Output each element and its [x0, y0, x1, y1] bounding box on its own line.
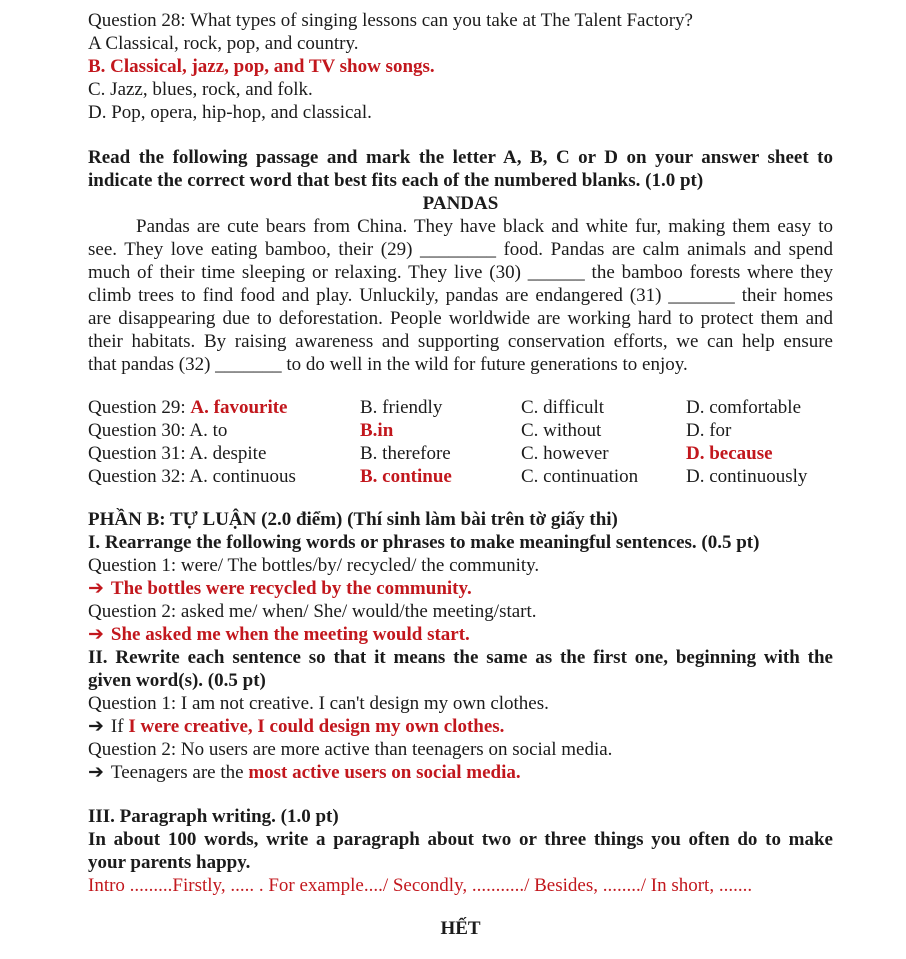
section-1-answer-2 [88, 623, 833, 646]
mcq-option-a: A. continuous [189, 466, 296, 487]
section-2-question-2: Question 2: No users are more active than teenagers on social media. [88, 739, 613, 760]
question-28-text: Question 28: What types of singing lessons can you take at The Talent Factory? [88, 10, 693, 31]
section-1-heading: I. Rearrange the following words or phrases to make meaningful sentences. (0.5 pt) [88, 532, 760, 553]
answer-text: She asked me when the meeting would start. [110, 624, 470, 645]
section-1-answer-1 [88, 577, 833, 600]
table-row [88, 419, 833, 442]
mcq-option-a: A. despite [189, 443, 267, 464]
right-arrow-icon: ➔ [88, 577, 104, 599]
right-arrow-icon: ➔ [88, 761, 104, 783]
mcq-option-b: B. therefore [360, 443, 451, 464]
mcq-cell-qa [88, 419, 360, 442]
passage-line: climb trees to find food and play. Unluckily, pandas are endangered (31) _______ their homes [88, 285, 833, 306]
mcq-option-b: B. friendly [360, 397, 443, 418]
mcq-question-label: Question 31: [88, 443, 186, 464]
passage-line: see. They love eating bamboo, their (29) ________ food. Pandas are calm animals and spend [88, 239, 833, 260]
answer-prefix: Teenagers are the [110, 762, 249, 783]
q28-option-c: C. Jazz, blues, rock, and folk. [88, 79, 313, 100]
reading-instruction [88, 146, 833, 192]
mcq-cell-qa [88, 396, 360, 419]
mcq-option-d: D. continuously [686, 466, 808, 487]
section-1-question-2: Question 2: asked me/ when/ She/ would/the meeting/start. [88, 601, 537, 622]
q28-option-a: A Classical, rock, pop, and country. [88, 33, 359, 54]
mcq-option-d: D. because [686, 443, 773, 464]
answer-text: The bottles were recycled by the community. [110, 578, 472, 599]
section-3-task-line-2: your parents happy. [88, 852, 251, 873]
passage-line: their habitats. By raising awareness and supporting conservation efforts, we can help ensure [88, 331, 833, 352]
mcq-option-c: C. continuation [521, 466, 639, 487]
mcq-option-b: B.in [360, 420, 394, 441]
reading-instruction-line-1: Read the following passage and mark the letter A, B, C or D on your answer sheet to [88, 147, 833, 168]
mcq-question-label: Question 32: [88, 466, 186, 487]
mcq-question-label: Question 29: [88, 397, 186, 418]
part-b-heading: PHẦN B: TỰ LUẬN (2.0 điểm) (Thí sinh làm bài trên tờ giấy thi) [88, 509, 618, 530]
section-2-question-1: Question 1: I am not creative. I can't design my own clothes. [88, 693, 549, 714]
right-arrow-icon: ➔ [88, 715, 104, 737]
section-2-answer-1 [88, 715, 833, 738]
q28-option-d: D. Pop, opera, hip-hop, and classical. [88, 102, 372, 123]
question-28-block [88, 9, 833, 124]
right-arrow-icon: ➔ [88, 623, 104, 645]
mcq-option-c: C. without [521, 420, 602, 441]
table-row [88, 442, 833, 465]
section-2-heading-line-1: II. Rewrite each sentence so that it means the same as the first one, beginning with the [88, 647, 833, 668]
mcq-option-c: C. however [521, 443, 609, 464]
table-row [88, 396, 833, 419]
mcq-option-c: C. difficult [521, 397, 605, 418]
part-b [88, 508, 833, 784]
q28-option-b: B. Classical, jazz, pop, and TV show songs. [88, 56, 435, 77]
answer-text: most active users on social media. [248, 762, 521, 783]
reading-instruction-line-2: indicate the correct word that best fits each of the numbered blanks. (1.0 pt) [88, 170, 704, 191]
answer-prefix: If [110, 716, 129, 737]
mcq-option-d: D. for [686, 420, 732, 441]
mcq-option-b: B. continue [360, 466, 452, 487]
table-row [88, 465, 833, 488]
passage-line: that pandas (32) _______ to do well in the wild for future generations to enjoy. [88, 354, 688, 375]
mcq-cell-qa [88, 442, 360, 465]
mcq-table [88, 396, 833, 488]
section-2-answer-2 [88, 761, 833, 784]
passage-line: Pandas are cute bears from China. They have black and white fur, making them easy to [136, 216, 833, 237]
end-label: HẾT [440, 918, 481, 939]
passage-line: are disappearing due to deforestation. People worldwide are working hard to protect them and [88, 308, 833, 329]
mcq-option-d: D. comfortable [686, 397, 802, 418]
passage-title: PANDAS [422, 193, 499, 214]
mcq-cell-qa [88, 465, 360, 488]
answer-text: I were creative, I could design my own clothes. [128, 716, 505, 737]
section-3 [88, 805, 833, 897]
section-3-task-line-1: In about 100 words, write a paragraph about two or three things you often do to make [88, 829, 833, 850]
passage-line: much of their time sleeping or relaxing. They live (30) ______ the bamboo forests where they [88, 262, 833, 283]
section-2-heading-line-2: given word(s). (0.5 pt) [88, 670, 266, 691]
passage [88, 215, 833, 376]
section-3-heading: III. Paragraph writing. (1.0 pt) [88, 806, 339, 827]
mcq-question-label: Question 30: [88, 420, 186, 441]
section-3-hint: Intro .........Firstly, ..... . For example..../ Secondly, .........../ Besides, ......../ In short, ....... [88, 875, 753, 896]
mcq-option-a: A. to [189, 420, 228, 441]
mcq-option-a: A. favourite [190, 397, 288, 418]
section-1-question-1: Question 1: were/ The bottles/by/ recycled/ the community. [88, 555, 540, 576]
